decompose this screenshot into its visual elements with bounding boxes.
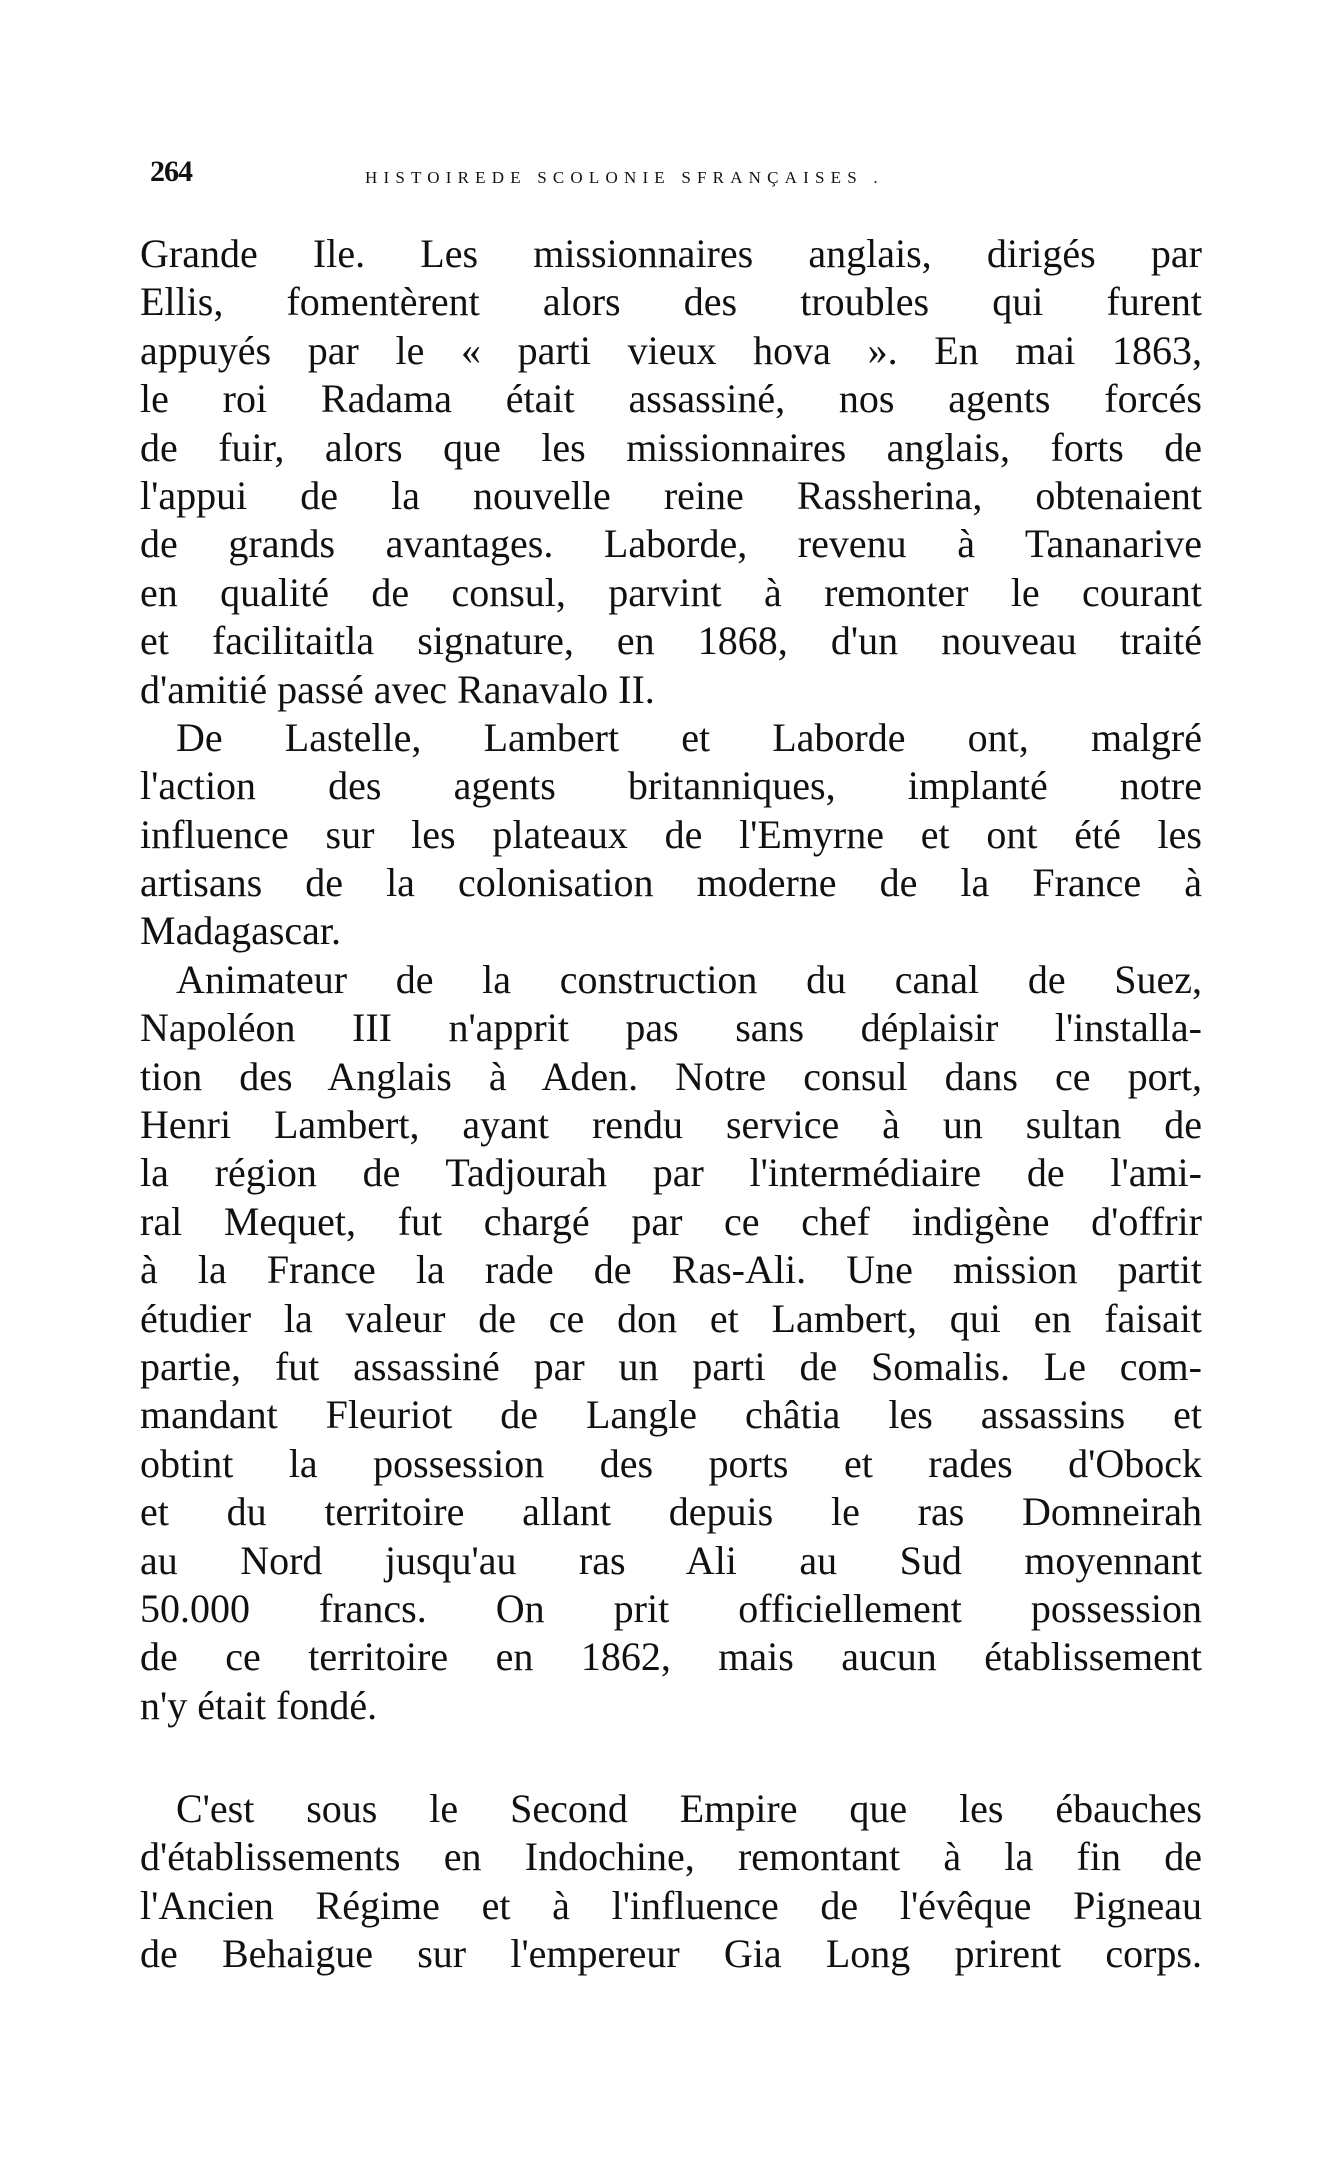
text-line: à la France la rade de Ras-Ali. Une mission partit — [140, 1247, 1202, 1293]
text-line: artisans de la colonisation moderne de la France à — [140, 860, 1202, 906]
text-line: mandant Fleuriot de Langle châtia les assassins et — [140, 1392, 1202, 1438]
final-paragraph — [140, 1785, 1202, 1979]
text-line: l'appui de la nouvelle reine Rassherina, obtenaient — [140, 472, 1202, 518]
text-line: le roi Radama était assassiné, nos agents forcés — [140, 376, 1202, 422]
text-line: de grands avantages. Laborde, revenu à Tananarive — [140, 521, 1202, 567]
text-line: au Nord jusqu'au ras Ali au Sud moyennant — [140, 1537, 1202, 1583]
text-line: appuyés par le « parti vieux hova ». En mai 1863, — [140, 327, 1202, 373]
page-number: 264 — [150, 155, 192, 188]
text-line: d'amitié passé avec Ranavalo II. — [140, 666, 655, 712]
text-line: tion des Anglais à Aden. Notre consul dans ce port, — [140, 1053, 1202, 1099]
text-line: Napoléon III n'apprit pas sans déplaisir l'installa- — [140, 1005, 1202, 1051]
text-line: la région de Tadjourah par l'intermédiaire de l'ami- — [140, 1150, 1202, 1196]
text-line: influence sur les plateaux de l'Emyrne et ont été les — [140, 811, 1202, 857]
text-line: Ellis, fomentèrent alors des troubles qui furent — [140, 279, 1202, 325]
text-line: obtint la possession des ports et rades d'Obock — [140, 1440, 1202, 1486]
text-line: de ce territoire en 1862, mais aucun établissement — [140, 1634, 1202, 1680]
text-line: partie, fut assassiné par un parti de Somalis. Le com- — [140, 1343, 1202, 1389]
text-line: 50.000 francs. On prit officiellement possession — [140, 1585, 1202, 1631]
text-line: Henri Lambert, ayant rendu service à un sultan de — [140, 1102, 1202, 1148]
text-line: d'établissements en Indochine, remontant à la fin de — [140, 1834, 1202, 1880]
running-title: HISTOIREDE SCOLONIE SFRANÇAISES . — [365, 168, 884, 187]
text-line: de Behaigue sur l'empereur Gia Long prirent corps. — [140, 1931, 1202, 1977]
text-line: et du territoire allant depuis le ras Domneirah — [140, 1489, 1202, 1535]
text-line: Madagascar. — [140, 908, 342, 954]
text-line: et facilitaitla signature, en 1868, d'un nouveau traité — [140, 618, 1202, 664]
text-line: de fuir, alors que les missionnaires anglais, forts de — [140, 424, 1202, 470]
text-line: Grande Ile. Les missionnaires anglais, dirigés par — [140, 231, 1202, 276]
text-line: en qualité de consul, parvint à remonter le courant — [140, 569, 1202, 615]
text-line: ral Mequet, fut chargé par ce chef indigène d'offrir — [140, 1198, 1202, 1244]
text-line: l'action des agents britanniques, implanté notre — [140, 763, 1202, 809]
text-line: étudier la valeur de ce don et Lambert, qui en faisait — [140, 1295, 1202, 1341]
page-header — [150, 155, 1200, 195]
text-line: Animateur de la construction du canal de Suez, — [176, 956, 1202, 1002]
text-line: C'est sous le Second Empire que les ébauches — [176, 1786, 1202, 1831]
text-line: l'Ancien Régime et à l'influence de l'évêque Pigneau — [140, 1882, 1202, 1928]
text-line: n'y était fondé. — [140, 1682, 378, 1728]
body-text — [140, 230, 1202, 1730]
text-line: De Lastelle, Lambert et Laborde ont, malgré — [176, 714, 1202, 760]
